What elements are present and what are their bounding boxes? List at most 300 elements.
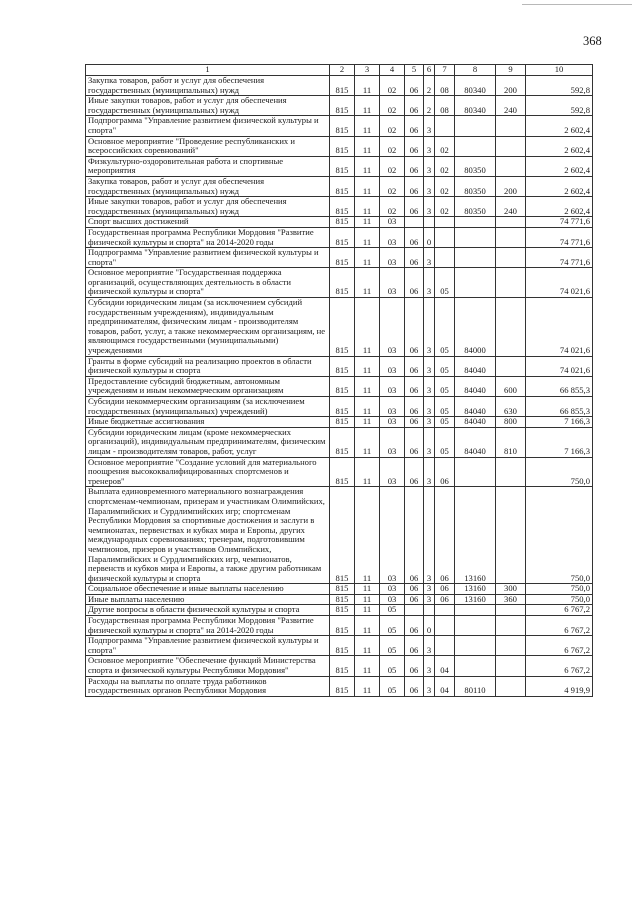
col-6-cell: 3: [424, 136, 435, 156]
col-9-cell: [496, 457, 526, 487]
row-name-cell: Подпрограмма "Управление развитием физической культуры и спорта": [86, 116, 330, 136]
col-3-cell: 11: [355, 417, 380, 428]
col-5-cell: 06: [405, 376, 424, 396]
col-8-cell: [455, 136, 496, 156]
amount-cell: 6 767,2: [526, 636, 593, 656]
col-2-cell: 815: [330, 217, 355, 228]
col-5-cell: 06: [405, 427, 424, 457]
row-name-cell: Подпрограмма "Управление развитием физической культуры и спорта": [86, 636, 330, 656]
row-name-cell: Государственная программа Республики Мордовия "Развитие физической культуры и спорта" на 2014-2020 годы: [86, 616, 330, 636]
row-name-cell: Физкультурно-оздоровительная работа и спортивные мероприятия: [86, 156, 330, 176]
header-cell: 6: [424, 65, 435, 76]
col-8-cell: 80110: [455, 676, 496, 696]
amount-cell: 74 021,6: [526, 268, 593, 298]
col-5-cell: 06: [405, 156, 424, 176]
col-7-cell: 05: [435, 427, 455, 457]
col-6-cell: 3: [424, 116, 435, 136]
amount-cell: 750,0: [526, 584, 593, 595]
amount-cell: 74 771,6: [526, 248, 593, 268]
row-name-cell: Выплата единовременного материального вознаграждения спортсменам-чемпионам, призерам и участникам Олимпийских, Паралимпийских и Сурдлимпийских игр; спортсменам Республики Мордовия за спортивные достижения и заслуги в чемпионатах, первенствах и кубках мира и Европы, других международных соревнованиях; тренерам, подготовившим чемпионов, призеров и участников Олимпийских, Паралимпийских и Сурдлимпийских игр, чемпионатов, первенств и кубков мира и Европы, а также другим работникам физической культуры и спорта: [86, 487, 330, 584]
col-8-cell: [455, 656, 496, 676]
col-4-cell: 03: [380, 417, 405, 428]
col-7-cell: 02: [435, 197, 455, 217]
col-7-cell: 05: [435, 397, 455, 417]
col-7-cell: 04: [435, 676, 455, 696]
col-5-cell: 06: [405, 397, 424, 417]
col-8-cell: 80350: [455, 197, 496, 217]
col-2-cell: 815: [330, 76, 355, 96]
amount-cell: 2 602,4: [526, 176, 593, 196]
col-6-cell: 3: [424, 268, 435, 298]
col-3-cell: 11: [355, 457, 380, 487]
table-row: [86, 197, 593, 217]
col-9-cell: [496, 268, 526, 298]
col-5-cell: 06: [405, 636, 424, 656]
col-6-cell: 2: [424, 96, 435, 116]
row-name-cell: Предоставление субсидий бюджетным, автономным учреждениям и иным некоммерческим организациям: [86, 376, 330, 396]
col-9-cell: [496, 605, 526, 616]
col-9-cell: [496, 217, 526, 228]
amount-cell: 74 771,6: [526, 217, 593, 228]
col-5-cell: 06: [405, 656, 424, 676]
col-5-cell: [405, 605, 424, 616]
col-3-cell: 11: [355, 136, 380, 156]
col-9-cell: [496, 227, 526, 247]
col-4-cell: 03: [380, 376, 405, 396]
col-4-cell: 05: [380, 616, 405, 636]
col-5-cell: 06: [405, 116, 424, 136]
amount-cell: 66 855,3: [526, 397, 593, 417]
col-9-cell: 300: [496, 584, 526, 595]
col-5-cell: 06: [405, 136, 424, 156]
col-6-cell: 3: [424, 427, 435, 457]
header-cell: 9: [496, 65, 526, 76]
col-3-cell: 11: [355, 248, 380, 268]
header-cell: 3: [355, 65, 380, 76]
col-2-cell: 815: [330, 116, 355, 136]
col-9-cell: 810: [496, 427, 526, 457]
col-4-cell: 05: [380, 676, 405, 696]
col-2-cell: 815: [330, 616, 355, 636]
col-7-cell: 05: [435, 376, 455, 396]
col-8-cell: 80340: [455, 76, 496, 96]
col-6-cell: 3: [424, 248, 435, 268]
col-3-cell: 11: [355, 356, 380, 376]
table-row: [86, 136, 593, 156]
row-name-cell: Основное мероприятие "Проведение республиканских и всероссийских соревнований": [86, 136, 330, 156]
col-4-cell: 02: [380, 116, 405, 136]
col-8-cell: 80350: [455, 176, 496, 196]
header-cell: 2: [330, 65, 355, 76]
col-7-cell: [435, 116, 455, 136]
col-2-cell: 815: [330, 487, 355, 584]
table-row: [86, 427, 593, 457]
col-6-cell: 3: [424, 356, 435, 376]
col-2-cell: 815: [330, 676, 355, 696]
amount-cell: 750,0: [526, 487, 593, 584]
row-name-cell: Государственная программа Республики Мордовия "Развитие физической культуры и спорта" на 2014-2020 годы: [86, 227, 330, 247]
header-cell: 8: [455, 65, 496, 76]
col-7-cell: 06: [435, 457, 455, 487]
col-9-cell: [496, 116, 526, 136]
table-row: [86, 584, 593, 595]
col-3-cell: 11: [355, 584, 380, 595]
col-2-cell: 815: [330, 427, 355, 457]
col-9-cell: 240: [496, 197, 526, 217]
col-4-cell: 02: [380, 96, 405, 116]
col-5-cell: 06: [405, 227, 424, 247]
col-8-cell: 84040: [455, 376, 496, 396]
col-2-cell: 815: [330, 397, 355, 417]
col-6-cell: 3: [424, 156, 435, 176]
row-name-cell: Основное мероприятие "Государственная поддержка организаций, осуществляющих деятельность в области физической культуры и спорта": [86, 268, 330, 298]
col-8-cell: [455, 217, 496, 228]
col-3-cell: 11: [355, 298, 380, 357]
amount-cell: 592,8: [526, 96, 593, 116]
col-2-cell: 815: [330, 376, 355, 396]
col-7-cell: [435, 616, 455, 636]
col-4-cell: 05: [380, 656, 405, 676]
col-3-cell: 11: [355, 76, 380, 96]
col-7-cell: 02: [435, 156, 455, 176]
table-row: [86, 356, 593, 376]
header-cell: 7: [435, 65, 455, 76]
col-8-cell: 84040: [455, 417, 496, 428]
col-7-cell: [435, 248, 455, 268]
col-5-cell: 06: [405, 197, 424, 217]
col-3-cell: 11: [355, 217, 380, 228]
col-2-cell: 815: [330, 457, 355, 487]
col-5-cell: 06: [405, 487, 424, 584]
amount-cell: 6 767,2: [526, 616, 593, 636]
col-2-cell: 815: [330, 417, 355, 428]
col-6-cell: 3: [424, 676, 435, 696]
row-name-cell: Субсидии юридическим лицам (кроме некоммерческих организаций), индивидуальным предпринимателям, физическим лицам - производителям товаров, работ, услуг: [86, 427, 330, 457]
table-row: [86, 594, 593, 605]
table-row: [86, 176, 593, 196]
header-cell: 10: [526, 65, 593, 76]
col-5-cell: 06: [405, 76, 424, 96]
col-3-cell: 11: [355, 227, 380, 247]
col-9-cell: [496, 136, 526, 156]
amount-cell: 592,8: [526, 76, 593, 96]
table-row: [86, 376, 593, 396]
table-row: [86, 487, 593, 584]
col-6-cell: 2: [424, 76, 435, 96]
col-4-cell: 03: [380, 427, 405, 457]
amount-cell: 74 771,6: [526, 227, 593, 247]
table-row: [86, 248, 593, 268]
table-row: [86, 676, 593, 696]
col-2-cell: 815: [330, 584, 355, 595]
table-row: [86, 76, 593, 96]
col-3-cell: 11: [355, 487, 380, 584]
col-9-cell: [496, 676, 526, 696]
col-5-cell: 06: [405, 594, 424, 605]
amount-cell: 2 602,4: [526, 116, 593, 136]
table-row: [86, 268, 593, 298]
row-name-cell: Субсидии некоммерческим организациям (за исключением государственных (муниципальных) учреждений): [86, 397, 330, 417]
row-name-cell: Закупка товаров, работ и услуг для обеспечения государственных (муниципальных) нужд: [86, 76, 330, 96]
row-name-cell: Иные закупки товаров, работ и услуг для обеспечения государственных (муниципальных) нужд: [86, 197, 330, 217]
col-8-cell: 80350: [455, 156, 496, 176]
col-9-cell: [496, 248, 526, 268]
col-4-cell: 03: [380, 298, 405, 357]
col-7-cell: [435, 227, 455, 247]
col-2-cell: 815: [330, 96, 355, 116]
col-5-cell: 06: [405, 176, 424, 196]
col-6-cell: 3: [424, 176, 435, 196]
col-2-cell: 815: [330, 656, 355, 676]
col-5-cell: 06: [405, 584, 424, 595]
col-8-cell: 80340: [455, 96, 496, 116]
col-3-cell: 11: [355, 96, 380, 116]
col-3-cell: 11: [355, 268, 380, 298]
col-5-cell: [405, 217, 424, 228]
col-4-cell: 03: [380, 217, 405, 228]
amount-cell: 2 602,4: [526, 156, 593, 176]
col-5-cell: 06: [405, 356, 424, 376]
row-name-cell: Иные выплаты населению: [86, 594, 330, 605]
col-9-cell: [496, 356, 526, 376]
amount-cell: 74 021,6: [526, 356, 593, 376]
col-9-cell: 630: [496, 397, 526, 417]
col-3-cell: 11: [355, 676, 380, 696]
col-9-cell: 600: [496, 376, 526, 396]
col-2-cell: 815: [330, 176, 355, 196]
col-8-cell: [455, 116, 496, 136]
col-4-cell: 02: [380, 156, 405, 176]
col-6-cell: 3: [424, 298, 435, 357]
col-8-cell: 84040: [455, 356, 496, 376]
amount-cell: 7 166,3: [526, 427, 593, 457]
col-7-cell: [435, 636, 455, 656]
col-8-cell: [455, 248, 496, 268]
col-7-cell: 08: [435, 76, 455, 96]
amount-cell: 750,0: [526, 594, 593, 605]
col-4-cell: 02: [380, 76, 405, 96]
col-6-cell: 0: [424, 616, 435, 636]
col-4-cell: 02: [380, 136, 405, 156]
col-5-cell: 06: [405, 676, 424, 696]
col-7-cell: 08: [435, 96, 455, 116]
table-row: [86, 397, 593, 417]
col-8-cell: 13160: [455, 584, 496, 595]
col-9-cell: [496, 656, 526, 676]
col-5-cell: 06: [405, 457, 424, 487]
col-9-cell: 800: [496, 417, 526, 428]
col-5-cell: 06: [405, 417, 424, 428]
col-7-cell: 05: [435, 268, 455, 298]
col-4-cell: 02: [380, 197, 405, 217]
col-4-cell: 03: [380, 248, 405, 268]
col-3-cell: 11: [355, 656, 380, 676]
col-5-cell: 06: [405, 268, 424, 298]
col-4-cell: 03: [380, 356, 405, 376]
col-8-cell: 13160: [455, 487, 496, 584]
table-row: [86, 116, 593, 136]
table-body: [86, 76, 593, 697]
col-6-cell: 3: [424, 636, 435, 656]
amount-cell: 66 855,3: [526, 376, 593, 396]
table-row: [86, 605, 593, 616]
col-9-cell: [496, 298, 526, 357]
col-8-cell: [455, 636, 496, 656]
col-3-cell: 11: [355, 636, 380, 656]
col-9-cell: [496, 616, 526, 636]
row-name-cell: Основное мероприятие "Создание условий для материального поощрения высококвалифицированных спортсменов и тренеров": [86, 457, 330, 487]
col-4-cell: 05: [380, 636, 405, 656]
col-5-cell: 06: [405, 96, 424, 116]
col-3-cell: 11: [355, 376, 380, 396]
amount-cell: 74 021,6: [526, 298, 593, 357]
table-row: [86, 217, 593, 228]
col-4-cell: 03: [380, 397, 405, 417]
col-9-cell: 240: [496, 96, 526, 116]
col-6-cell: 3: [424, 594, 435, 605]
col-3-cell: 11: [355, 397, 380, 417]
col-2-cell: 815: [330, 156, 355, 176]
col-7-cell: 06: [435, 594, 455, 605]
row-name-cell: Иные бюджетные ассигнования: [86, 417, 330, 428]
col-3-cell: 11: [355, 116, 380, 136]
col-7-cell: 02: [435, 176, 455, 196]
row-name-cell: Иные закупки товаров, работ и услуг для обеспечения государственных (муниципальных) нужд: [86, 96, 330, 116]
col-6-cell: [424, 217, 435, 228]
row-name-cell: Закупка товаров, работ и услуг для обеспечения государственных (муниципальных) нужд: [86, 176, 330, 196]
col-2-cell: 815: [330, 636, 355, 656]
col-9-cell: 200: [496, 76, 526, 96]
row-name-cell: Субсидии юридическим лицам (за исключением субсидий государственным учреждениям), индивидуальным предпринимателям, физическим лицам - производителям товаров, работ, услуг, а также некоммерческим организациям, не являющимся государственными (муниципальными) учреждениями: [86, 298, 330, 357]
col-7-cell: 05: [435, 417, 455, 428]
col-2-cell: 815: [330, 605, 355, 616]
col-2-cell: 815: [330, 197, 355, 217]
amount-cell: 750,0: [526, 457, 593, 487]
row-name-cell: Подпрограмма "Управление развитием физической культуры и спорта": [86, 248, 330, 268]
col-8-cell: 84040: [455, 427, 496, 457]
table-row: [86, 417, 593, 428]
col-5-cell: 06: [405, 616, 424, 636]
header-row: [86, 65, 593, 76]
header-cell: 1: [86, 65, 330, 76]
col-9-cell: [496, 487, 526, 584]
col-3-cell: 11: [355, 156, 380, 176]
col-9-cell: 360: [496, 594, 526, 605]
col-3-cell: 11: [355, 605, 380, 616]
col-4-cell: 03: [380, 594, 405, 605]
amount-cell: 2 602,4: [526, 136, 593, 156]
col-6-cell: 3: [424, 376, 435, 396]
col-9-cell: [496, 636, 526, 656]
col-8-cell: 84000: [455, 298, 496, 357]
page-number: 368: [583, 34, 602, 48]
col-6-cell: 3: [424, 197, 435, 217]
row-name-cell: Расходы на выплаты по оплате труда работников государственных органов Республики Мордовия: [86, 676, 330, 696]
col-2-cell: 815: [330, 298, 355, 357]
col-4-cell: 03: [380, 457, 405, 487]
col-7-cell: [435, 605, 455, 616]
col-2-cell: 815: [330, 227, 355, 247]
col-2-cell: 815: [330, 136, 355, 156]
col-6-cell: 3: [424, 457, 435, 487]
amount-cell: 6 767,2: [526, 605, 593, 616]
col-6-cell: 3: [424, 397, 435, 417]
row-name-cell: Спорт высших достижений: [86, 217, 330, 228]
col-4-cell: 03: [380, 227, 405, 247]
top-rule: [522, 4, 632, 5]
header-cell: 5: [405, 65, 424, 76]
col-2-cell: 815: [330, 594, 355, 605]
header-cell: 4: [380, 65, 405, 76]
col-5-cell: 06: [405, 298, 424, 357]
col-7-cell: 05: [435, 298, 455, 357]
col-8-cell: [455, 457, 496, 487]
col-2-cell: 815: [330, 356, 355, 376]
col-4-cell: 03: [380, 487, 405, 584]
table-row: [86, 298, 593, 357]
col-6-cell: 3: [424, 487, 435, 584]
col-6-cell: [424, 605, 435, 616]
amount-cell: 6 767,2: [526, 656, 593, 676]
col-7-cell: 06: [435, 487, 455, 584]
col-3-cell: 11: [355, 594, 380, 605]
col-5-cell: 06: [405, 248, 424, 268]
col-7-cell: 05: [435, 356, 455, 376]
table-row: [86, 96, 593, 116]
col-2-cell: 815: [330, 248, 355, 268]
amount-cell: 2 602,4: [526, 197, 593, 217]
col-6-cell: 3: [424, 417, 435, 428]
table-row: [86, 636, 593, 656]
col-4-cell: 03: [380, 584, 405, 595]
amount-cell: 7 166,3: [526, 417, 593, 428]
col-7-cell: 04: [435, 656, 455, 676]
col-7-cell: 02: [435, 136, 455, 156]
col-8-cell: 13160: [455, 594, 496, 605]
col-8-cell: [455, 616, 496, 636]
col-9-cell: 200: [496, 176, 526, 196]
row-name-cell: Основное мероприятие "Обеспечение функций Министерства спорта и физической культуры Республики Мордовия": [86, 656, 330, 676]
col-8-cell: [455, 605, 496, 616]
col-6-cell: 3: [424, 584, 435, 595]
col-6-cell: 0: [424, 227, 435, 247]
table-row: [86, 156, 593, 176]
col-9-cell: [496, 156, 526, 176]
row-name-cell: Другие вопросы в области физической культуры и спорта: [86, 605, 330, 616]
row-name-cell: Социальное обеспечение и иные выплаты населению: [86, 584, 330, 595]
col-4-cell: 02: [380, 176, 405, 196]
budget-table: [85, 64, 593, 697]
col-8-cell: [455, 268, 496, 298]
table-row: [86, 656, 593, 676]
col-8-cell: [455, 227, 496, 247]
row-name-cell: Гранты в форме субсидий на реализацию проектов в области физической культуры и спорта: [86, 356, 330, 376]
col-7-cell: [435, 217, 455, 228]
col-3-cell: 11: [355, 427, 380, 457]
col-3-cell: 11: [355, 176, 380, 196]
col-7-cell: 06: [435, 584, 455, 595]
col-3-cell: 11: [355, 197, 380, 217]
table-row: [86, 227, 593, 247]
table-row: [86, 457, 593, 487]
amount-cell: 4 919,9: [526, 676, 593, 696]
col-4-cell: 05: [380, 605, 405, 616]
table-row: [86, 616, 593, 636]
col-6-cell: 3: [424, 656, 435, 676]
col-3-cell: 11: [355, 616, 380, 636]
col-8-cell: 84040: [455, 397, 496, 417]
col-4-cell: 03: [380, 268, 405, 298]
